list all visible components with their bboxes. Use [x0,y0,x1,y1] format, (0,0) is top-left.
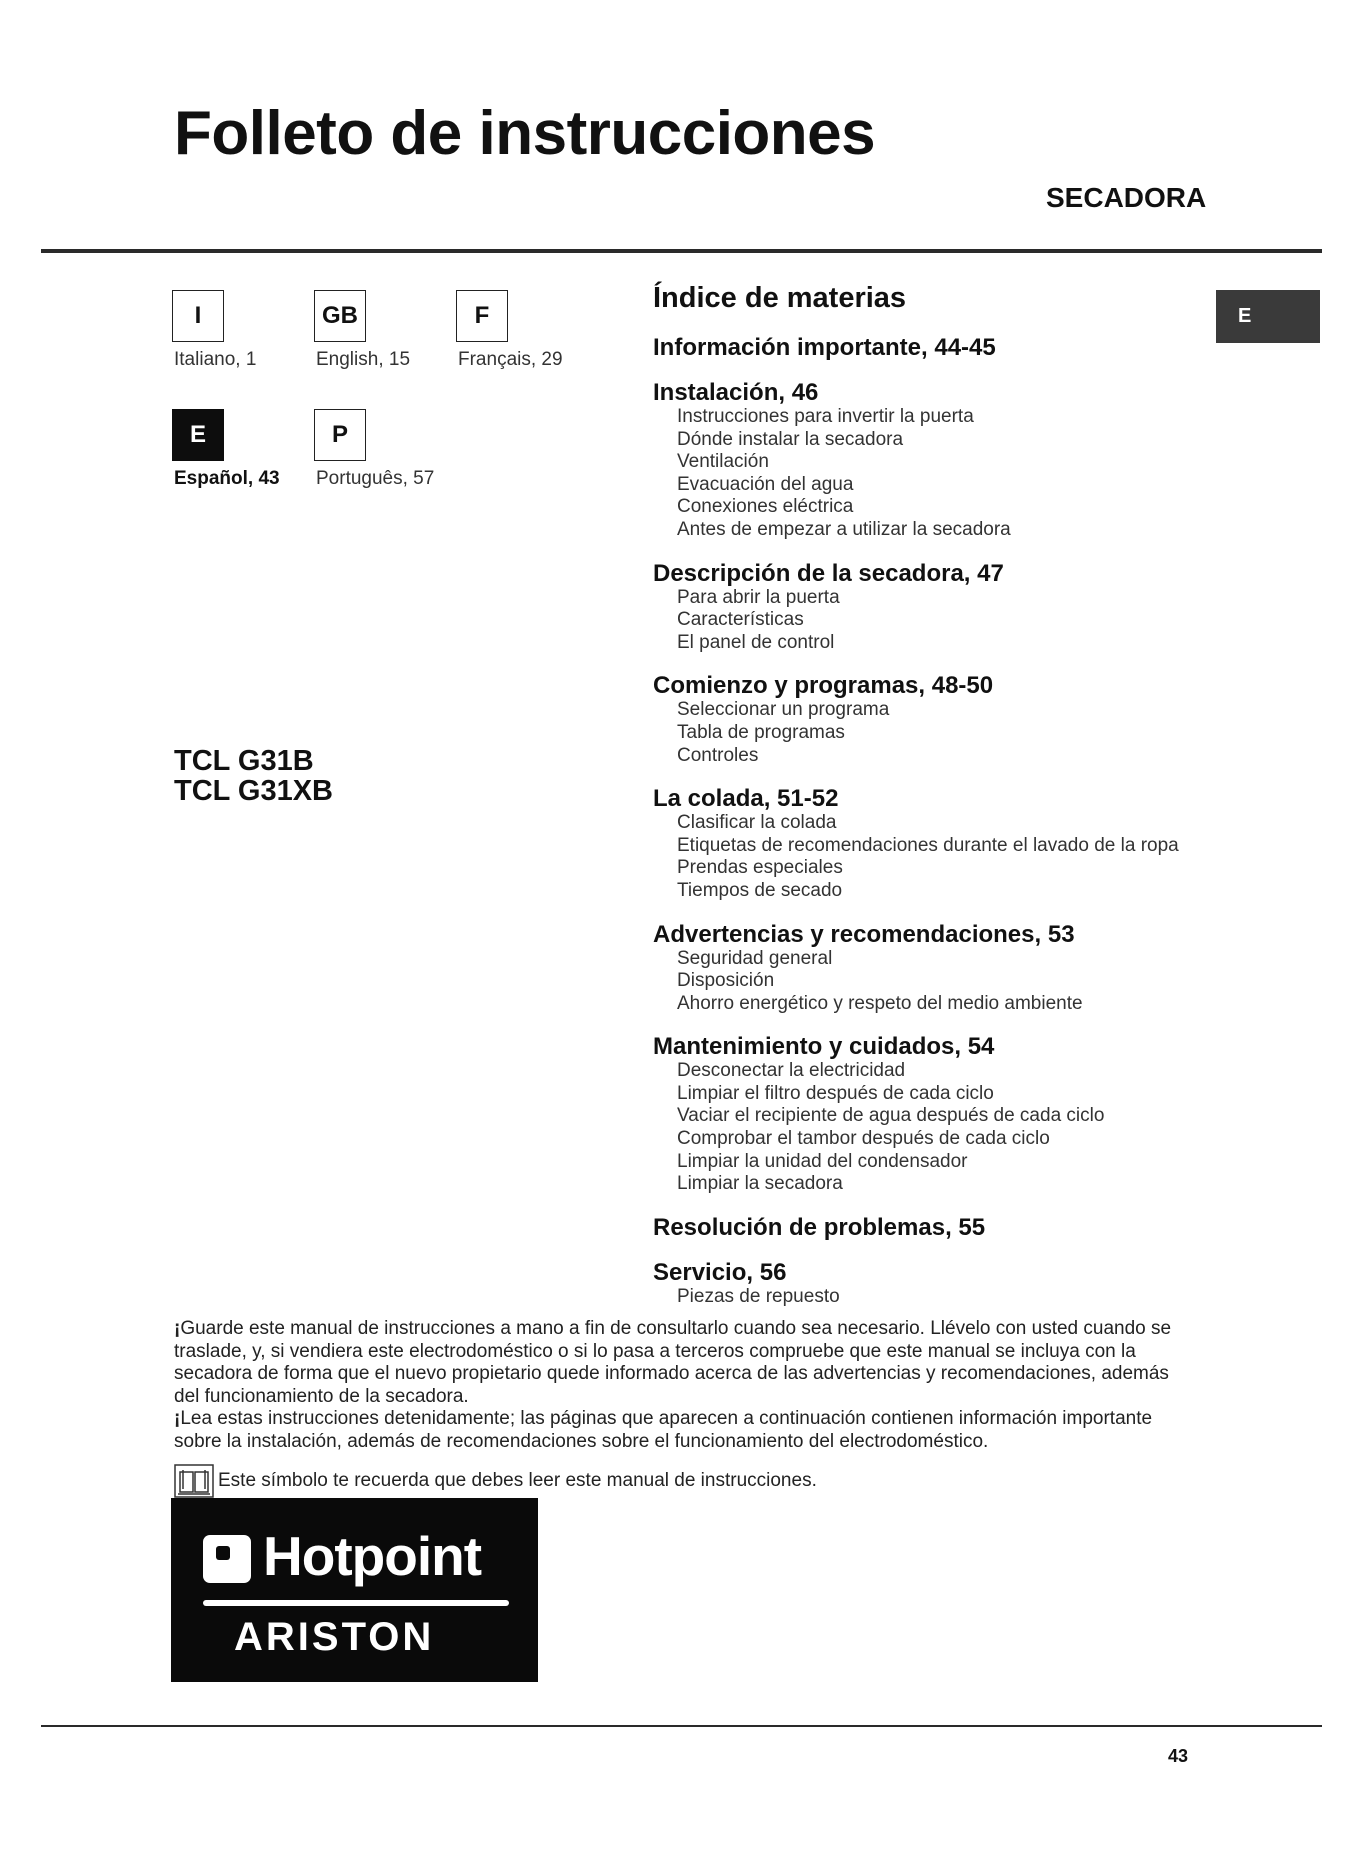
logo-divider [203,1600,509,1606]
toc-section [653,1259,1213,1309]
toc-section-title: Servicio, 56 [653,1258,787,1286]
toc-section [653,560,1213,655]
toc-section [653,1214,1213,1241]
toc-section-title: Mantenimiento y cuidados, 54 [653,1033,995,1061]
language-label: Français, 29 [458,349,563,370]
intro-text [174,1318,1174,1454]
book-icon [174,1464,214,1498]
toc-subitem: Seguridad general [677,947,833,969]
bullet-mark: ¡ [174,1408,181,1430]
logo-brand-name: Hotpoint [263,1525,482,1587]
toc-section-title: Resolución de problemas, 55 [653,1213,986,1241]
toc-subitem: Limpiar la secadora [677,1173,843,1195]
toc-subitem: El panel de control [677,631,835,653]
toc-subitem: Limpiar el filtro después de cada ciclo [677,1082,994,1104]
toc-subitem: Conexiones eléctrica [677,496,854,518]
language-label: Português, 57 [316,468,435,489]
top-divider [41,249,1322,253]
toc-section-title: Información importante, 44-45 [653,334,996,361]
page-number: 43 [1168,1746,1189,1766]
toc-subitem: Seleccionar un programa [677,699,890,721]
toc-subitem: Clasificar la colada [677,812,837,834]
toc-section-title: Instalación, 46 [653,379,819,406]
toc-subitem: Etiquetas de recomendaciones durante el lavado de la ropa [677,834,1179,856]
bottom-divider [41,1725,1322,1727]
logo-mark [203,1535,251,1583]
toc-subitem: Desconectar la electricidad [677,1060,906,1082]
toc-subitem: Limpiar la unidad del condensador [677,1150,968,1172]
bullet-mark: ¡ [174,1318,181,1339]
toc-section-title: Descripción de la secadora, 47 [653,559,1004,587]
language-label: Español, 43 [174,468,280,489]
toc-subitem: Prendas especiales [677,857,843,879]
toc-subitem: Disposición [677,970,775,992]
toc-subitem: Características [677,609,804,631]
language-label: English, 15 [316,349,411,370]
toc-section [653,672,1213,767]
language-code-box: E [172,409,224,461]
product-type: SECADORA [1046,182,1207,213]
hotpoint-ariston-logo [171,1498,538,1682]
logo-sub-brand: ARISTON [234,1615,435,1659]
language-code-box: GB [314,290,366,342]
table-of-contents [653,282,1213,1326]
toc-subitem: Comprobar el tambor después de cada ciclo [677,1128,1050,1150]
model-name: TCL G31B [174,745,314,777]
toc-subitem: Piezas de repuesto [677,1285,840,1307]
toc-subitem: Antes de empezar a utilizar la secadora [677,518,1011,540]
toc-section-title: La colada, 51-52 [653,785,839,813]
intro-paragraph: ¡Lea estas instrucciones detenidamente; las páginas que aparecen a continuación contienen información importante sobre la instalación, además de recomendaciones sobre el funcionamiento del electrodoméstico. [174,1408,1153,1452]
toc-section [653,785,1213,902]
toc-subitem: Ahorro energético y respeto del medio ambiente [677,992,1083,1014]
toc-subitem: Tabla de programas [677,721,845,743]
page-title: Folleto de instrucciones [174,99,876,168]
toc-section-title: Advertencias y recomendaciones, 53 [653,920,1075,948]
toc-section [653,1033,1213,1196]
language-code-box: I [172,290,224,342]
toc-section-title: Comienzo y programas, 48-50 [653,672,994,700]
toc-section [653,921,1213,1016]
language-code-box: P [314,409,366,461]
toc-subitem: Vaciar el recipiente de agua después de cada ciclo [677,1105,1105,1127]
intro-paragraph: ¡Guarde este manual de instrucciones a mano a fin de consultarlo cuando sea necesario. Llévelo con usted cuando se traslade, y, si vendiera este electrodoméstico o si lo pasa a terceros compruebe que este manual se incluya con la secadora de forma que el nuevo propietario quede informado acerca de las advertencias y recomendaciones, además del funcionamiento de la secadora. [174,1318,1172,1407]
language-label: Italiano, 1 [174,349,257,370]
toc-subitem: Tiempos de secado [677,879,843,901]
symbol-note-text: Este símbolo te recuerda que debes leer este manual de instrucciones. [218,1470,817,1491]
language-tab: E [1216,290,1320,343]
toc-section [653,334,1213,361]
toc-subitem: Ventilación [677,451,769,473]
language-code-box: F [456,290,508,342]
toc-subitem: Evacuación del agua [677,473,854,495]
model-name: TCL G31XB [174,775,334,807]
toc-subitem: Dónde instalar la secadora [677,428,904,450]
toc-section [653,379,1213,542]
toc-subitem: Controles [677,744,759,766]
toc-heading: Índice de materias [653,282,907,314]
read-manual-note [174,1464,817,1498]
toc-section-list [653,334,1213,1308]
model-list [174,746,333,806]
toc-subitem: Para abrir la puerta [677,586,840,608]
toc-subitem: Instrucciones para invertir la puerta [677,406,974,427]
